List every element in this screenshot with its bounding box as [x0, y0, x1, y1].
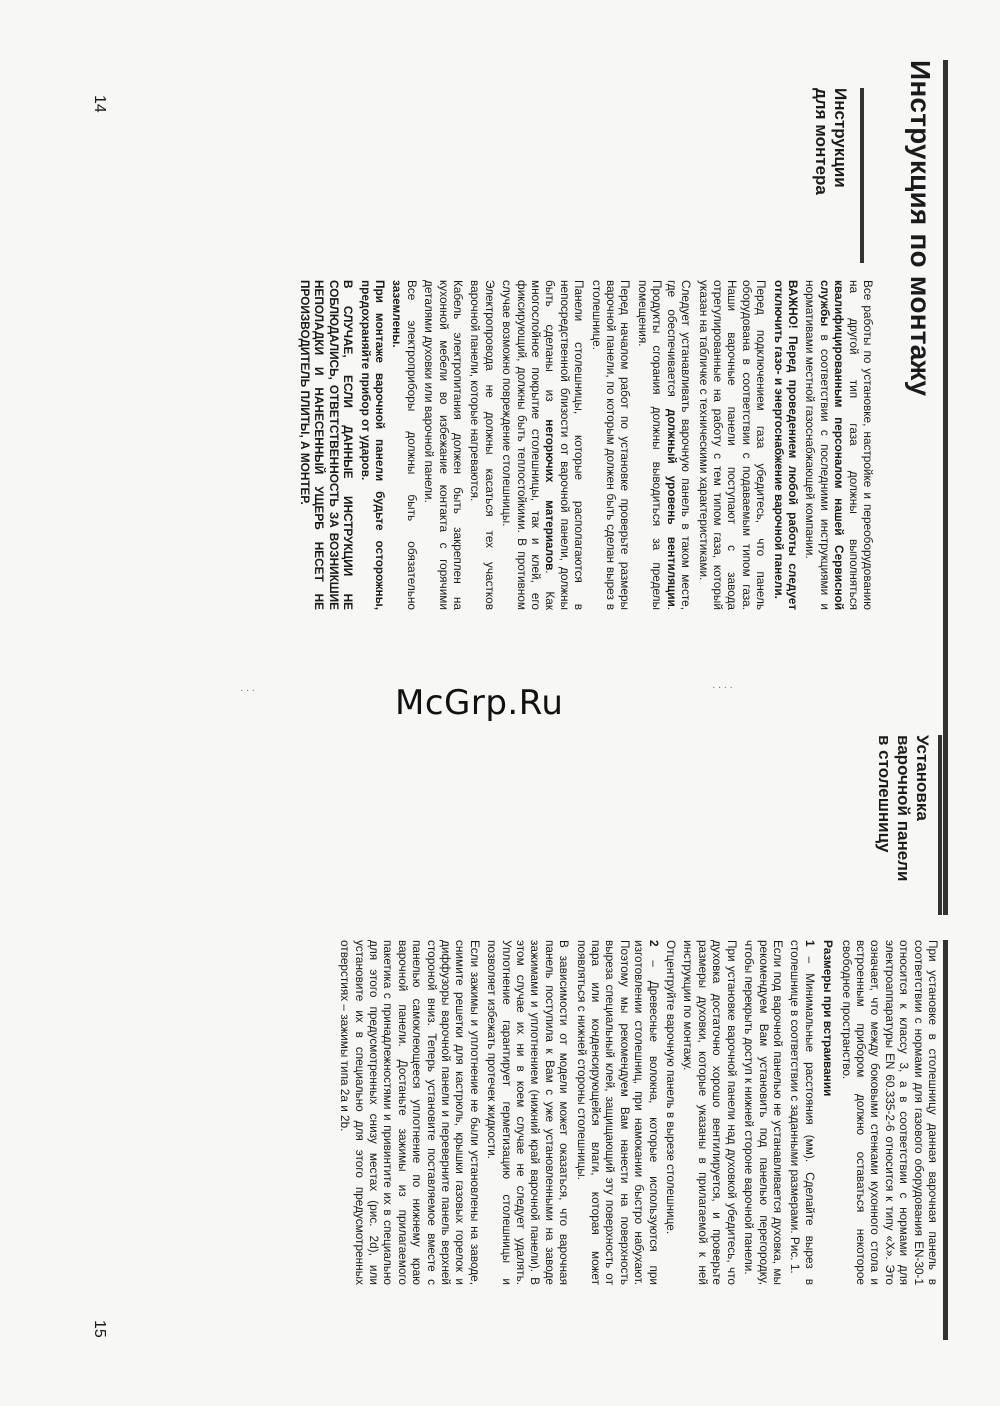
paragraph	[338, 940, 482, 1285]
section-rule-left	[860, 88, 864, 263]
text-run: Перед началом работ по установке проверьте размеры варочной панели, по которым должен быть сделан вырез в столешнице.	[589, 280, 633, 610]
section-heading-line: в столешницу	[875, 735, 894, 853]
bold-text: квалифицированным персоналом нашей Сервисной службы	[817, 280, 847, 610]
text-run: – Минимальные расстояния (мм). Сделайте вырез в столешнице в соответствии с заданными размерами. Рис. 1.	[788, 940, 817, 1285]
paragraph	[298, 280, 356, 610]
section-heading-line: Установка	[913, 735, 932, 821]
paragraph	[771, 280, 800, 610]
section-heading-installer	[812, 88, 850, 195]
text-column-left	[295, 280, 875, 610]
paragraph	[500, 280, 586, 610]
section-heading-line: Инструкции	[831, 88, 850, 188]
bold-text: заземлены.	[390, 280, 405, 348]
text-run: Если под варочной панелью не устанавливается духовка, мы рекомендуем Вам установить под панелью перегородку, чтобы перекрыть доступ к нижней стороне варочной панели.	[742, 940, 785, 1285]
text-run: в соответствии с последними инструкциями и нормативами местной газоснабжающей компании.	[803, 280, 832, 610]
paragraph	[788, 940, 817, 1285]
text-run: Перед подключением газа убедитесь, что панель оборудована в соответствии с подаваемым типом газа. Наши варочные панели поступают с завода отрегулированные на работу с тем типом газа, который указан на табличке с техническими характеристиками.	[696, 280, 769, 610]
paragraph	[485, 940, 571, 1285]
text-run: Отцентруйте варочную панель в вырезе столешнице.	[664, 940, 679, 1235]
bold-text: негорючих материалов	[543, 419, 558, 571]
text-run: . Продукты сгорания должны выводиться за пределы помещения.	[635, 280, 679, 610]
page-number-left: 14	[91, 95, 108, 113]
text-run: – Древесные волокна, которые используются при изготовлении столешниц, при намокании быстро набухают. Поэтому мы рекомендуем Вам нанести на поверхность выреза специальный клей, защищающий эту поверхность от пара или конденсирующейся влаги, которая может появляться с нижней стороны столешницы.	[574, 940, 661, 1285]
text-run: Все работы по установке, настройке и переоборудованию на другой тип газа должны выполняться	[846, 280, 875, 610]
paragraph	[422, 280, 465, 610]
section-heading-line: для монтера	[812, 88, 831, 195]
paragraph	[358, 280, 387, 610]
page-number-right: 15	[91, 1320, 108, 1338]
paragraph	[468, 280, 497, 610]
text-block	[338, 940, 817, 1285]
text-run: Кабель электропитания должен быть закреплен на кухонной мебели во избежание контакта с горячими деталями духовки или варочной панели.	[422, 280, 466, 610]
paragraph	[589, 280, 632, 610]
paragraph	[803, 280, 875, 610]
paragraph	[839, 940, 940, 1285]
text-run: При установке в столешницу данная варочная панель в соответствии с нормами для газового оборудования EN-30-1 относится к классу 3, а в соответствии с нормами для электроаппаратуры EN 60.335-2-6 относится к типу «Х». Это означает, что между боковыми стенками кухонного стола и встроенным прибором должно оставаться некоторое свободное пространство.	[839, 940, 940, 1285]
paragraph	[390, 280, 419, 610]
text-block	[839, 940, 940, 1285]
text-run: Все электроприборы должны быть обязательно	[404, 280, 419, 610]
text-run: Электропровода не должны касаться тех участков варочной панели, которые нагреваются.	[468, 280, 497, 610]
subheading-dimensions: Размеры при встраивании	[821, 940, 836, 1097]
paragraph	[681, 940, 739, 1285]
bold-text: 1	[802, 940, 817, 947]
text-run: В зависимости от модели может оказаться, что варочная панель поступила к Вам с уже установленными на заводе зажимами и уплотнением (нижний край варочной панели). В этом случае их ни в коем случае не следует удалять. Уплотнение гарантирует герметизацию столешницы и позволяет избежать протечек жидкости.	[485, 940, 572, 1285]
scan-speck: · · · ·	[712, 683, 733, 694]
top-rule-right	[943, 940, 948, 1340]
paragraph	[574, 940, 660, 1285]
text-column-right	[335, 940, 940, 1285]
text-run: Следует устанавливать варочную панель в таком месте, где обеспечивается	[664, 280, 694, 610]
scan-speck: · · ·	[240, 686, 255, 697]
page-title: Инструкция по монтажу	[905, 60, 936, 397]
section-heading-line: варочной панели	[894, 735, 913, 882]
bold-text: должный уровень вентиляции	[664, 408, 679, 607]
watermark: McGrp.Ru	[395, 683, 564, 723]
bold-text: При монтаже варочной панели будьте осторожны, предохраняйте прибор от ударов.	[358, 280, 387, 610]
bold-text: ВАЖНО! Перед проведением любой работы следует отключить газо- и энергоснабжение варочной панели.	[771, 280, 800, 610]
paragraph	[636, 280, 694, 610]
title-rule	[943, 60, 948, 915]
paragraph	[742, 940, 785, 1285]
section-heading-hob-install	[875, 735, 932, 881]
bold-text: В СЛУЧАЕ, ЕСЛИ ДАННЫЕ ИНСТРУКЦИИ НЕ СОБЛЮДАЛИСЬ, ОТВЕТСТВЕННОСТЬ ЗА ВОЗНИКШИЕ НЕПОЛАДКИ И НАНЕСЕННЫЙ УЩЕРБ НЕСЕТ НЕ ПРОИЗВОДИТЕЛЬ ПЛИТЫ, А МОНТЕР.	[297, 280, 356, 610]
text-run: Если зажимы и уплотнение не были установлены на заводе, снимите решетки для кастрюль, крышки газовых горелок и диффузоры варочной панели и переверните панель верхней стороной вниз. Теперь установите поставляемое вместе с панелью самоклеющееся уплотнение по нижнему краю варочной панели. Достаньте зажимы из прилагаемого пакетика с принадлежностями и привинтите их в специально для этого предусмотренных снизу местах (рис. 2d), или установите их в специально для этого предусмотренных отверстиях – зажимы типа 2а и 2b.	[338, 940, 482, 1285]
bold-text: 2	[646, 940, 661, 947]
paragraph	[664, 940, 678, 1285]
text-run: При установке варочной панели над духовкой убедитесь, что духовка достаточно хорошо вентилируется, и проверьте размеры духовки, которые указаны в прилагаемой к ней инструкции по монтажу.	[681, 940, 739, 1285]
section-rule-right	[938, 735, 942, 915]
paragraph	[696, 280, 768, 610]
text-run: Панели столешницы, которые располагаются в непосредственной близости от варочной панели, должны быть сделаны из	[543, 280, 587, 610]
text-run: . Как многослойное покрытие столешницы, так и клей, его фиксирующий, должны быть теплостойкими. В противном случае возможно повреждение столешницы.	[500, 280, 558, 610]
